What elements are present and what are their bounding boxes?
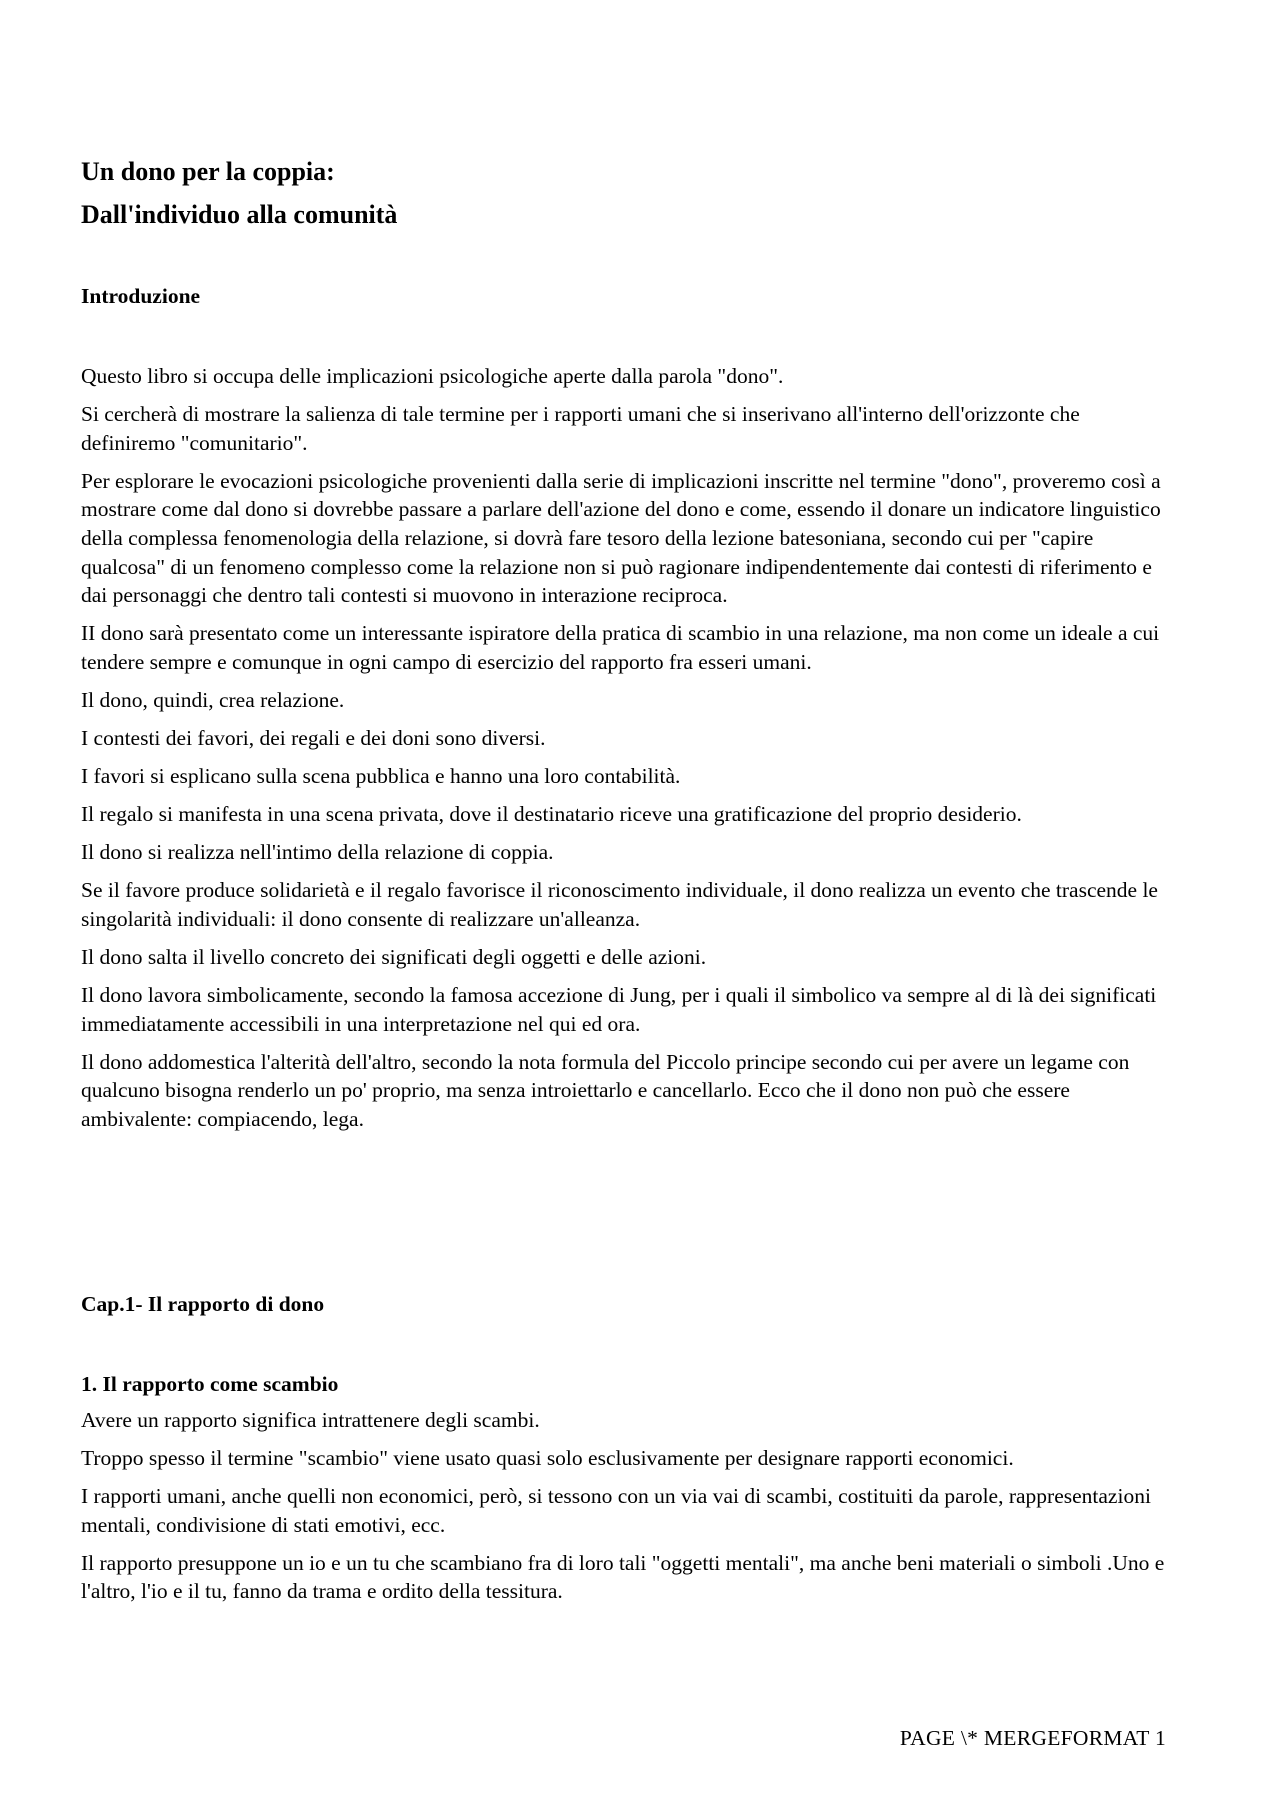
title-line-2: Dall'individuo alla comunità bbox=[81, 200, 398, 229]
chapter-heading: Cap.1- Il rapporto di dono bbox=[81, 1292, 325, 1316]
paragraph: Il dono, quindi, crea relazione. bbox=[81, 687, 345, 712]
paragraph: I favori si esplicano sulla scena pubblica e hanno una loro contabilità. bbox=[81, 764, 681, 789]
page-number-field: PAGE \* MERGEFORMAT 1 bbox=[899, 1726, 1166, 1750]
paragraph: Il dono salta il livello concreto dei significati degli oggetti e delle azioni. bbox=[81, 945, 707, 970]
paragraph: Il dono addomestica l'alterità dell'altro, secondo la nota formula del Piccolo principe secondo cui per avere un legame con qualcuno bisogna renderlo un po' proprio, ma senza introiettarlo e cancellarlo. Ecco che il dono non può che essere ambivalente: compiacendo, lega. bbox=[81, 1049, 1130, 1132]
introduction-body bbox=[81, 362, 1171, 1143]
paragraph: Il dono lavora simbolicamente, secondo la famosa accezione di Jung, per i quali il simbolico va sempre al di là dei significati immediatamente accessibili in una interpretazione nel qui ed ora. bbox=[81, 983, 1157, 1036]
paragraph: II dono sarà presentato come un interessante ispiratore della pratica di scambio in una relazione, ma non come un ideale a cui tendere sempre e comunque in ogni campo di esercizio del rapporto fra esseri umani. bbox=[81, 621, 1160, 674]
paragraph: Per esplorare le evocazioni psicologiche provenienti dalla serie di implicazioni inscritte nel termine "dono", proveremo così a mostrare come dal dono si dovrebbe passare a parlare dell'azione del dono e come, essendo il donare un indicatore linguistico della complessa fenomenologia della relazione, si dovrà fare tesoro della lezione batesoniana, secondo cui per "capire qualcosa" di un fenomeno complesso come la relazione non si può ragionare indipendentemente dai contesti di riferimento e dai personaggi che dentro tali contesti si muovono in interazione reciproca. bbox=[81, 468, 1161, 608]
paragraph: Questo libro si occupa delle implicazioni psicologiche aperte dalla parola "dono". bbox=[81, 364, 784, 388]
paragraph: Il regalo si manifesta in una scena privata, dove il destinatario riceve una gratificazione del proprio desiderio. bbox=[81, 802, 1022, 827]
paragraph: I rapporti umani, anche quelli non economici, però, si tessono con un via vai di scambi, costituiti da parole, rappresentazioni mentali, condivisione di stati emotivi, ecc. bbox=[81, 1484, 1151, 1537]
introduction-heading: Introduzione bbox=[81, 284, 201, 308]
section-body bbox=[81, 1406, 1171, 1616]
paragraph: Avere un rapporto significa intrattenere degli scambi. bbox=[81, 1408, 540, 1432]
paragraph: Se il favore produce solidarietà e il regalo favorisce il riconoscimento individuale, il dono realizza un evento che trascende le singolarità individuali: il dono consente di realizzare un'alleanza. bbox=[81, 878, 1158, 931]
paragraph: Il rapporto presuppone un io e un tu che scambiano fra di loro tali "oggetti mentali", ma anche beni materiali o simboli .Uno e l'altro, l'io e il tu, fanno da trama e ordito della tessitura. bbox=[81, 1550, 1165, 1604]
section-heading: 1. Il rapporto come scambio bbox=[81, 1372, 339, 1396]
paragraph: Il dono si realizza nell'intimo della relazione di coppia. bbox=[81, 840, 554, 865]
document-title bbox=[81, 150, 397, 236]
paragraph: Troppo spesso il termine "scambio" viene usato quasi solo esclusivamente per designare rapporti economici. bbox=[81, 1446, 1014, 1471]
paragraph: I contesti dei favori, dei regali e dei doni sono diversi. bbox=[81, 726, 546, 751]
title-line-1: Un dono per la coppia: bbox=[81, 157, 335, 186]
paragraph: Si cercherà di mostrare la salienza di tale termine per i rapporti umani che si inserivano all'interno dell'orizzonte che definiremo "comunitario". bbox=[81, 402, 1080, 455]
